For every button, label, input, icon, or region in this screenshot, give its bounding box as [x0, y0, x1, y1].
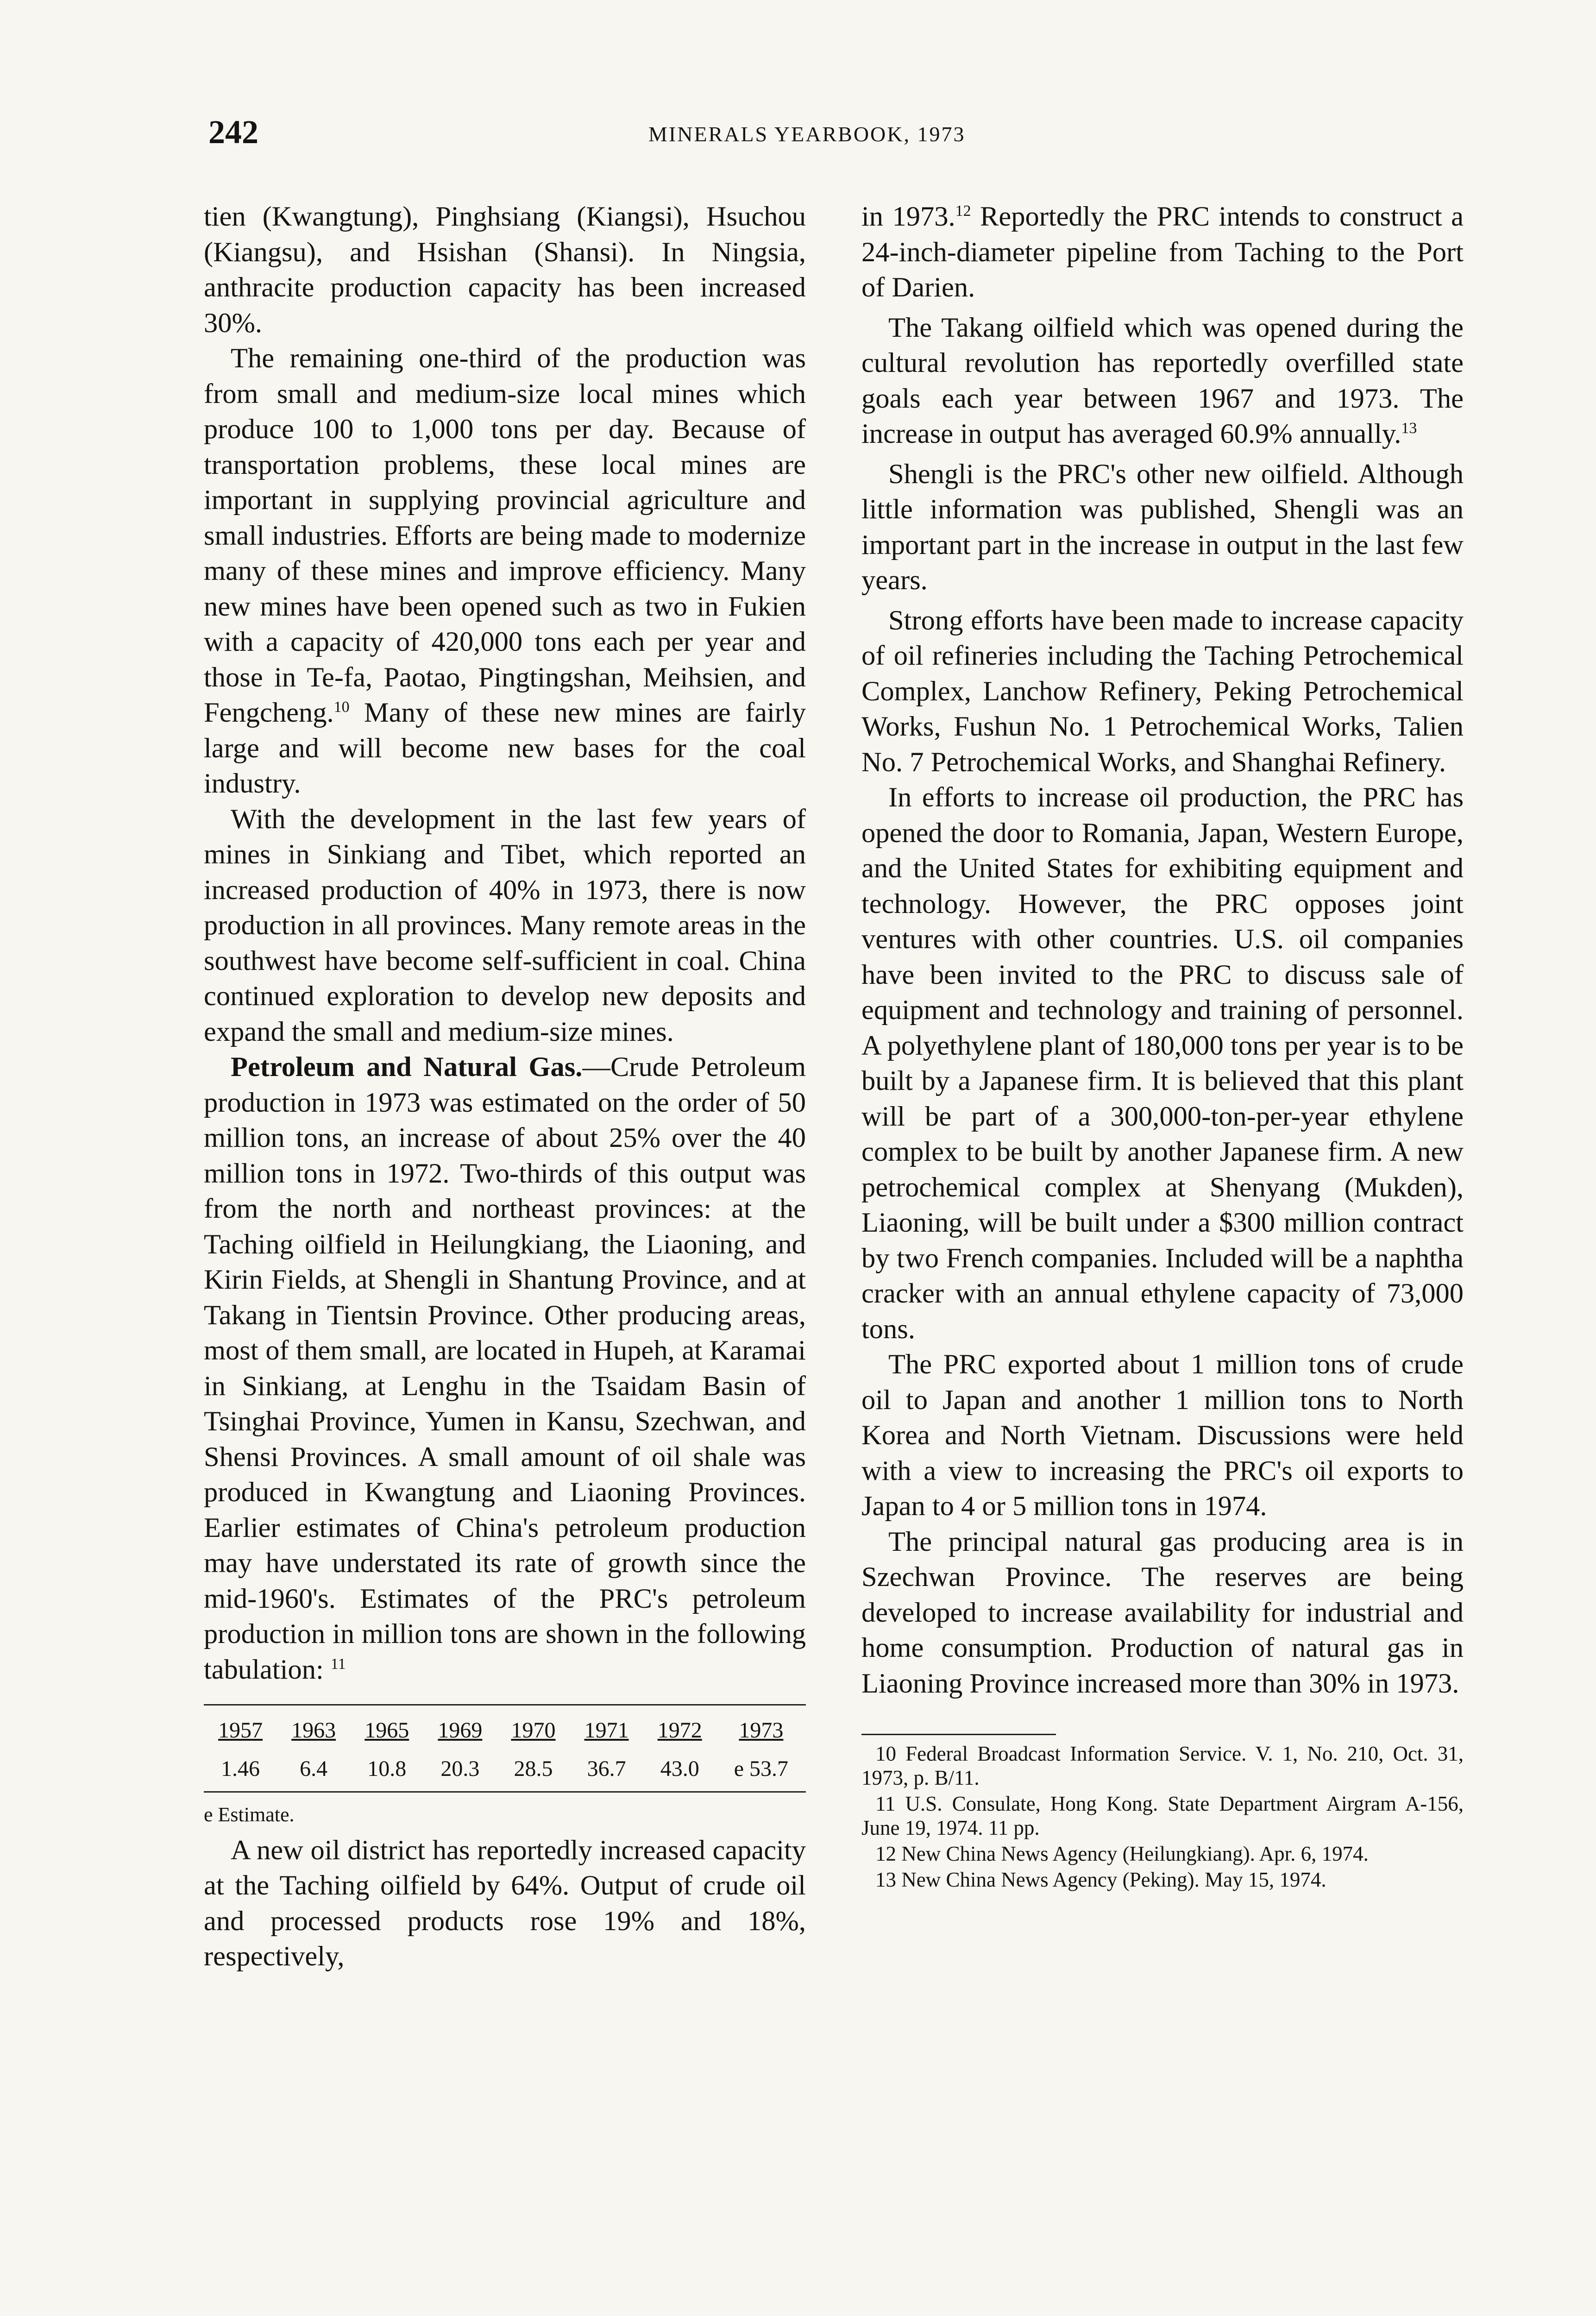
- paragraph: tien (Kwangtung), Pinghsiang (Kiangsi), Hsuchou (Kiangsu), and Hsishan (Shansi). In Ningsia, anthracite production capacity has been increased 30%.: [204, 201, 806, 339]
- paragraph: Shengli is the PRC's other new oilfield. Although little information was published, Shengli was an important part in the increase in output in the last few years.: [861, 458, 1464, 596]
- table-year-header: 1972: [657, 1718, 702, 1743]
- table-year-header: 1969: [438, 1718, 483, 1743]
- footnotes: [861, 1742, 1464, 1892]
- paragraph: With the development in the last few years of mines in Sinkiang and Tibet, which reported an increased production of 40% in 1973, there is now production in all provinces. Many remote areas in the southwest have become self-sufficient in coal. China continued exploration to develop new deposits and expand the small and medium-size mines.: [204, 803, 806, 1047]
- table-cell: 28.5: [496, 1750, 570, 1792]
- paragraph: Petroleum and Natural Gas.—Crude Petroleum production in 1973 was estimated on the order of 50 million tons, an increase of about 25% over the 40 million tons in 1972. Two-thirds of this output was from the north and northeast provinces: at the Taching oilfield in Heilungkiang, the Liaoning, and Kirin Fields, at Shengli in Shantung Province, and at Takang in Tientsin Province. Other producing areas, most of them small, are located in Hupeh, at Karamai in Sinkiang, at Lenghu in the Tsaidam Basin of Tsinghai Province, Yumen in Kansu, Szechwan, and Shensi Provinces. A small amount of oil shale was produced in Kwangtung and Liaoning Provinces. Earlier estimates of China's petroleum production may have understated its rate of growth since the mid-1960's. Estimates of the PRC's petroleum production in million tons are shown in the following tabulation: $^{11}$: [204, 1051, 806, 1685]
- paragraph: in 1973.12 Reportedly the PRC intends to construct a 24-inch-diameter pipeline from Taching to the Port of Darien.: [861, 201, 1464, 303]
- footnote-ref: 11: [330, 1655, 346, 1673]
- table-cell: 1.46: [204, 1750, 277, 1792]
- paragraph: The PRC exported about 1 million tons of crude oil to Japan and another 1 million tons to North Korea and North Vietnam. Discussions were held with a view to increasing the PRC's oil exports to Japan to 4 or 5 million tons in 1974.: [861, 1349, 1464, 1522]
- table-cell: e 53.7: [716, 1750, 806, 1792]
- footnote: 10 Federal Broadcast Information Service. V. 1, No. 210, Oct. 31, 1973, p. B/11.: [861, 1742, 1464, 1789]
- petroleum-production-table: [204, 1704, 806, 1793]
- right-column: [861, 199, 1464, 1894]
- table-cell: 6.4: [277, 1750, 350, 1792]
- left-column: [204, 199, 806, 1975]
- paragraph: The Takang oilfield which was opened during the cultural revolution has reportedly overfilled state goals each year between 1967 and 1973. The increase in output has averaged 60.9% annually.$^{13}$: [861, 312, 1464, 449]
- section-heading: Petroleum and Natural Gas.: [231, 1051, 583, 1082]
- footnote-ref: 10: [333, 698, 350, 716]
- footnote: 13 New China News Agency (Peking). May 15, 1974.: [875, 1868, 1326, 1891]
- table-cell: 20.3: [423, 1750, 496, 1792]
- table-note: e Estimate.: [204, 1803, 295, 1826]
- table-year-header: 1957: [218, 1718, 263, 1743]
- paragraph: The principal natural gas producing area is in Szechwan Province. The reserves are being developed to increase availability for industrial and home consumption. Production of natural gas in Liaoning Province increased more than 30% in 1973.: [861, 1526, 1464, 1699]
- paragraph: A new oil district has reportedly increased capacity at the Taching oilfield by 64%. Output of crude oil and processed products rose 19% and 18%, respectively,: [204, 1834, 806, 1972]
- paragraph: The remaining one-third of the production was from small and medium-size local mines which produce 100 to 1,000 tons per day. Because of transportation problems, these local mines are important in supplying provincial agriculture and small industries. Efforts are being made to modernize many of these mines and improve efficiency. Many new mines have been opened such as two in Fukien with a capacity of 420,000 tons each per year and those in Te-fa, Paotao, Pingtingshan, Meihsien, and Fengcheng.$^{10}$ Many of these new mines are fairly large and will become new bases for the coal industry.: [204, 343, 806, 799]
- table-year-header: 1973: [739, 1718, 784, 1743]
- footnote-divider: [861, 1734, 1056, 1735]
- table-year-header: 1970: [511, 1718, 556, 1743]
- table-cell: 36.7: [570, 1750, 643, 1792]
- table-cell: 43.0: [643, 1750, 716, 1792]
- table-year-header: 1963: [291, 1718, 336, 1743]
- table-year-header: 1965: [364, 1718, 409, 1743]
- footnote: 12 New China News Agency (Heilungkiang). Apr. 6, 1974.: [875, 1842, 1369, 1865]
- table-year-header: 1971: [584, 1718, 629, 1743]
- paragraph: In efforts to increase oil production, the PRC has opened the door to Romania, Japan, Western Europe, and the United States for exhibiting equipment and technology. However, the PRC opposes joint ventures with other countries. U.S. oil companies have been invited to the PRC to discuss sale of equipment and technology and training of personnel. A polyethylene plant of 180,000 tons per year is to be built by a Japanese firm. It is believed that this plant will be part of a 300,000-ton-per-year ethylene complex to be built by another Japanese firm. A new petrochemical complex at Shenyang (Mukden), Liaoning, will be built under a $300 million contract by two French companies. Included will be a naphtha cracker with an annual ethylene capacity of 73,000 tons.: [861, 782, 1464, 1345]
- footnote: 11 U.S. Consulate, Hong Kong. State Department Airgram A-156, June 19, 1974. 11 pp.: [861, 1792, 1464, 1839]
- page-number: 242: [208, 113, 258, 151]
- page-header: [0, 111, 1596, 153]
- table-cell: 10.8: [350, 1750, 423, 1792]
- paragraph: Strong efforts have been made to increase capacity of oil refineries including the Taching Petrochemical Complex, Lanchow Refinery, Peking Petrochemical Works, Fushun No. 1 Petrochemical Works, Talien No. 7 Petrochemical Works, and Shanghai Refinery.: [861, 604, 1464, 778]
- running-head: MINERALS YEARBOOK, 1973: [648, 122, 966, 146]
- footnote-ref: 13: [1401, 419, 1417, 437]
- footnote-ref: 12: [955, 202, 971, 220]
